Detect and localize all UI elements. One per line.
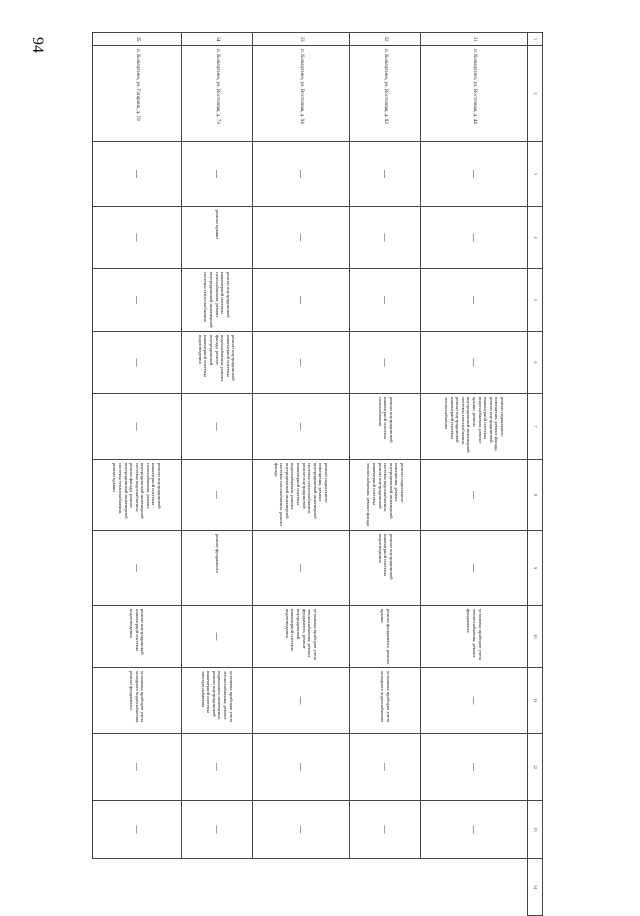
table-cell: ремонт фундамента, ремонт крыши (350, 606, 421, 668)
header-cell: 9 (528, 531, 543, 606)
table-cell: — (421, 801, 528, 859)
header-cell: 1 (528, 33, 543, 46)
row-number: 34 (181, 33, 252, 46)
table-row (421, 33, 528, 916)
table-cell: — (421, 269, 528, 332)
table-cell: установка приборов учета холодного водоснабжения, ремонт фундамента (93, 668, 182, 734)
table-cell: — (252, 734, 350, 801)
table-cell: — (181, 142, 252, 207)
table-cell: — (350, 269, 421, 332)
table-cell: — (181, 801, 252, 859)
table-row (252, 33, 350, 916)
table-cell: — (421, 668, 528, 734)
table-cell: — (181, 606, 252, 668)
row-number: 31 (421, 33, 528, 46)
table-cell: — (421, 332, 528, 394)
table-cell: — (93, 734, 182, 801)
table-cell: — (93, 142, 182, 207)
table-cell: — (181, 394, 252, 460)
table-cell: ремонт внутридомовой инженерной системы газоснабжения (350, 394, 421, 460)
table-cell: — (350, 207, 421, 269)
document-page (92, 32, 543, 889)
header-cell: 7 (528, 394, 543, 460)
row-number: 35 (93, 33, 182, 46)
table-cell: — (93, 394, 182, 460)
table-cell: ремонт внутридомовой инженерной системы газоснабжения, ремонт внутридомовой инженерной системы водоснабжения, ремонт фасада, ремонт внутридомовой инженерной системы теплоснабжения, ремонт крыши (93, 460, 182, 531)
table-row (181, 33, 252, 916)
address-cell: п. Кольчугино, ул. Восточная, д. 73 (181, 46, 252, 142)
table-cell: установка приборов учета теплоснабжения, ремонт подвального помещения, ремонт внутридомовой инженерной системы электроснабжения (181, 668, 252, 734)
table-cell: ремонт внутридомовой инженерной системы водоснабжения, ремонт фасада, ремонт внутридомовой инженерной системы водоотведения (181, 332, 252, 394)
table-cell: — (350, 142, 421, 207)
table-cell: ремонт фундамента (181, 531, 252, 606)
repair-schedule-table (92, 32, 543, 916)
table-cell: — (93, 269, 182, 332)
address-cell: п. Кольчугино, ул. Восточная, д. 92 (350, 46, 421, 142)
table-cell: ремонт подвального помещения, ремонт внутридомовой инженерной системы водоснабжения, ремонт внутридомовой инженерной системы теплоснабжения, ремонт фасада (350, 460, 421, 531)
header-row (528, 33, 543, 916)
table-cell: — (421, 207, 528, 269)
table-cell: ремонт внутридомовой инженерной системы газоснабжения, ремонт внутридомовой инженерной системы теплоснабжения (181, 269, 252, 332)
header-cell: 8 (528, 460, 543, 531)
table-cell: — (93, 332, 182, 394)
header-cell: 14 (528, 859, 543, 916)
table-cell: — (350, 734, 421, 801)
table-cell: — (421, 460, 528, 531)
table-cell: ремонт внутридомовой инженерной системы водоотведения (350, 531, 421, 606)
header-cell: 4 (528, 207, 543, 269)
table-cell: — (252, 207, 350, 269)
table-cell: — (93, 207, 182, 269)
table-cell: — (93, 801, 182, 859)
header-cell: 11 (528, 668, 543, 734)
table-row (350, 33, 421, 916)
rotated-table-wrapper (92, 32, 543, 889)
table-cell: — (252, 668, 350, 734)
table-cell: ремонт внутридомовой инженерной системы водоотведения (93, 606, 182, 668)
table-cell: — (181, 460, 252, 531)
table-cell: — (252, 801, 350, 859)
address-cell: п. Кольчугино, ул. Восточная, д. 94 (252, 46, 350, 142)
header-cell: 3 (528, 142, 543, 207)
header-cell: 5 (528, 269, 543, 332)
row-number: 33 (252, 33, 350, 46)
table-cell: — (252, 531, 350, 606)
header-cell: 12 (528, 734, 543, 801)
header-cell: 13 (528, 801, 543, 859)
table-cell: — (252, 142, 350, 207)
header-cell: 2 (528, 46, 543, 142)
table-cell: — (181, 734, 252, 801)
table-cell: — (421, 734, 528, 801)
table-row (93, 33, 182, 916)
table-cell: ремонт подвального помещения, ремонт внутридомовой инженерной системы теплоснабжения, ремонт внутридомовой инженерной системы водоснабжения, ремонт внутридомовой инженерной системы газоснабжения, ремонт фасада (252, 460, 350, 531)
table-cell: — (93, 531, 182, 606)
table-cell: — (350, 332, 421, 394)
header-cell: 10 (528, 606, 543, 668)
table-cell: — (350, 801, 421, 859)
table-cell: — (252, 269, 350, 332)
row-number: 32 (350, 33, 421, 46)
table-cell: ремонт крыши (181, 207, 252, 269)
table-cell: — (421, 142, 528, 207)
address-cell: п. Кольчугино, ул. Восточная, д. 44 (421, 46, 528, 142)
table-cell: — (252, 332, 350, 394)
header-cell: 6 (528, 332, 543, 394)
table-cell: — (421, 531, 528, 606)
table-cell: установка приборов учета холодного водоснабжения (350, 668, 421, 734)
page-number: 94 (29, 37, 46, 53)
table-cell: ремонт подвального помещения, ремонт фасада, ремонт внутридомовой инженерной системы водоснабжения, ремонт крыши, ремонт внутридомовой инженерной системы газоснабжения, ремонт внутридомовой инженерной системы теплоснабжения (421, 394, 528, 460)
table-cell: установка приборов учета теплоснабжения, ремонт фундамента, ремонт внутридомовой инженерной системы водоотведения (252, 606, 350, 668)
table-cell: установка приборов учета теплоснабжения, ремонт фундамента (421, 606, 528, 668)
address-cell: п. Кольчугино, ул. Гагарина, д. 19 (93, 46, 182, 142)
table-cell: — (252, 394, 350, 460)
